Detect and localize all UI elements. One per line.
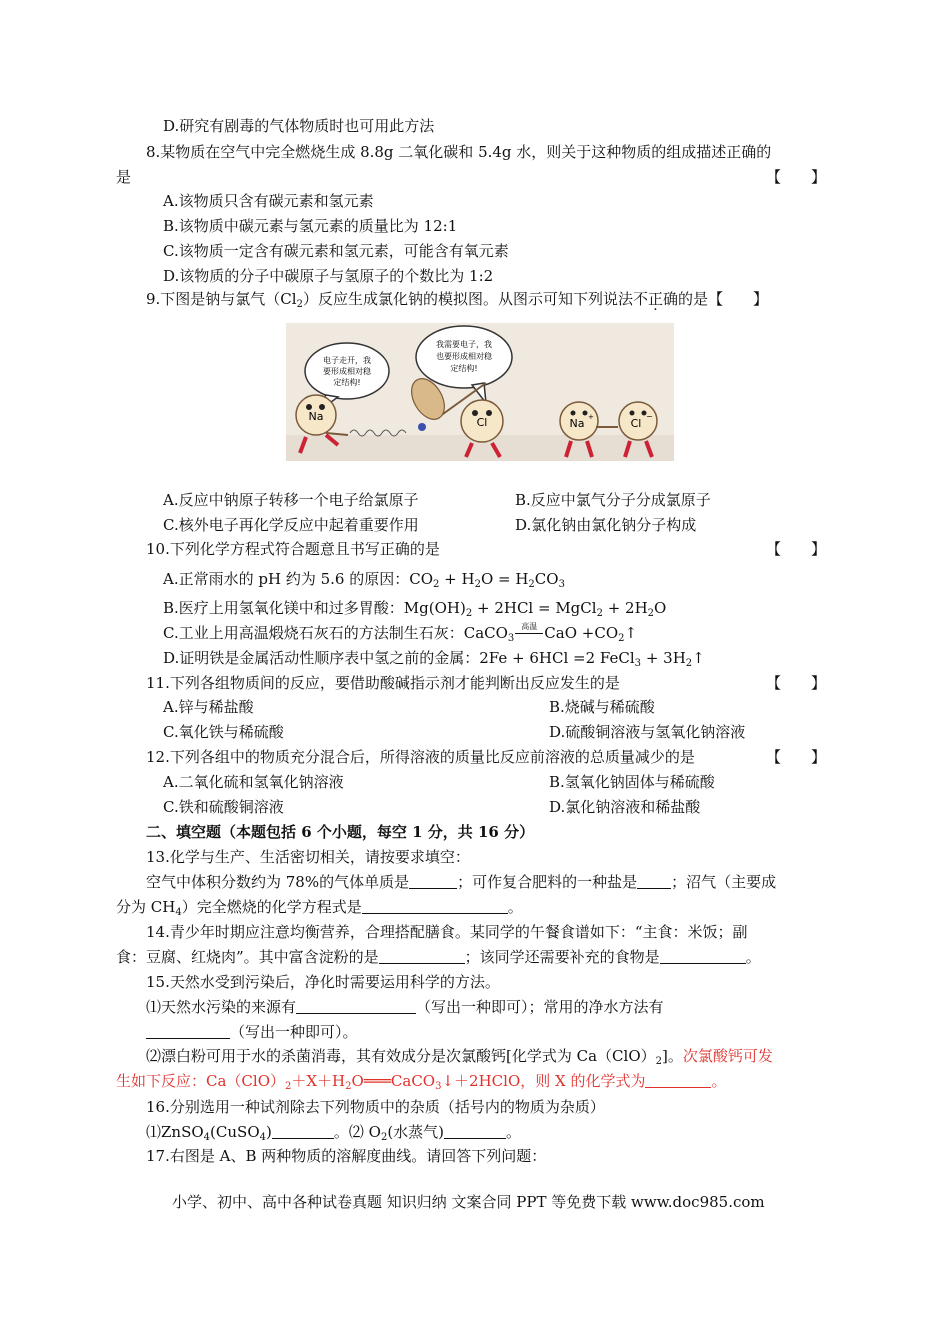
svg-text:Cl: Cl [476,416,488,429]
svg-text:定结构!: 定结构! [333,378,361,387]
svg-text:+: + [588,413,594,421]
q11-option-d: D.硫酸铜溶液与氢氧化钠溶液 [549,723,746,741]
q15-blank-1[interactable] [296,999,416,1014]
q16-stem: 16.分别选用一种试剂除去下列物质中的杂质（括号内的物质为杂质） [146,1098,605,1116]
q12-option-b: B.氢氧化钠固体与稀硫酸 [549,773,715,791]
q13-blank-3[interactable] [362,899,508,914]
q17-stem: 17.右图是 A、B 两种物质的溶解度曲线。请回答下列问题： [146,1147,547,1165]
q12-stem: 12.下列各组中的物质充分混合后，所得溶液的质量比反应前溶液的总质量减少的是 [146,748,695,766]
q15-blank-3[interactable] [645,1073,711,1088]
page-footer: 小学、初中、高中各种试卷真题 知识归纳 文案合同 PPT 等免费下载 www.doc985.com [172,1193,765,1211]
q14-blank-2[interactable] [660,949,746,964]
q15-part1-line2: （写出一种即可）。 [146,1022,358,1042]
q11-option-c: C.氧化铁与稀硫酸 [163,723,284,741]
svg-text:也要形成相对稳: 也要形成相对稳 [436,352,492,361]
q8-answer-bracket: 【 】 [766,168,827,186]
q14-blank-1[interactable] [379,949,465,964]
q9-option-c: C.核外电子再化学反应中起着重要作用 [163,516,419,534]
q16-parts: ⑴ZnSO$_4$(CuSO$_4$) 。⑵ $O_2$(水蒸气) 。 [146,1123,522,1143]
q10-option-c: C.工业上用高温煅烧石灰石的方法制生石灰：CaCO$_3$ 高温 CaO $+CO_2↑$ [163,622,638,644]
q9-stem: 9.下图是钠与氯气$(Cl_2)$反应生成氯化钠的模拟图。从图示可知下列说法不正确的是【 】 [146,290,769,310]
q14-line1: 14.青少年时期应注意均衡营养，合理搭配膳食。某同学的午餐食谱如下：“主食：米饭；副 [146,923,748,941]
q11-option-a: A.锌与稀盐酸 [163,698,254,716]
q15-part1-line1: ⑴天然水污染的来源有 （写出一种即可）；常用的净水方法有 [146,998,664,1016]
q8-option-d: D.该物质的分子中碳原子与氢原子的个数比为 1:2 [163,267,494,285]
q9-option-a: A.反应中钠原子转移一个电子给氯原子 [163,491,419,509]
svg-text:电子走开，我: 电子走开，我 [323,356,371,365]
q8-option-c: C.该物质一定含有碳元素和氢元素，可能含有氧元素 [163,242,509,260]
svg-text:−: − [646,412,653,421]
svg-text:定结构!: 定结构! [450,364,478,373]
q13-stem: 13.化学与生产、生活密切相关，请按要求填空： [146,848,470,866]
q15-part2-line2: 生如下反应：$Ca(ClO)_2+X+H_2O═══CaCO_3↓+2HClO$，则 X 的化学式为 。 [116,1072,727,1092]
q10-option-d: D.证明铁是金属活动性顺序表中氢之前的金属：2Fe + 6HCl =2 FeCl$_3$ + $3H_2↑$ [163,649,705,669]
q12-option-c: C.铁和硫酸铜溶液 [163,798,284,816]
q8-option-b: B.该物质中碳元素与氢元素的质量比为 12:1 [163,217,458,235]
q8-option-a: A.该物质只含有碳元素和氢元素 [163,192,374,210]
q12-option-a: A.二氧化硫和氢氧化钠溶液 [163,773,344,791]
q7-option-d: D.研究有剧毒的气体物质时也可用此方法 [163,117,435,135]
q10-option-b: B.医疗上用氢氧化镁中和过多胃酸：$Mg(OH)_2 + 2HCl$ = MgCl$_2$ + $2H_2O$ [163,599,667,619]
q9-option-d: D.氯化钠由氯化钠分子构成 [515,516,697,534]
q10-answer-bracket: 【 】 [766,540,827,558]
q13-blank-2[interactable] [637,874,671,889]
svg-text:我需要电子，我: 我需要电子，我 [436,340,492,349]
q11-stem: 11.下列各组物质间的反应，要借助酸碱指示剂才能判断出反应发生的是 [146,674,620,692]
q15-blank-2[interactable] [146,1024,230,1039]
q9-option-b: B.反应中氯气分子分成氯原子 [515,491,711,509]
q8-stem-line2: 是 [116,168,132,186]
q8-stem-line1: 8.某物质在空气中完全燃烧生成 8.8g 二氧化碳和 5.4g 水，则关于这种物质的组成描述正确的 [146,143,772,161]
q16-blank-2[interactable] [444,1124,506,1139]
q10-stem: 10.下列化学方程式符合题意且书写正确的是 [146,540,440,558]
section-2-heading: 二、填空题（本题包括 6 个小题，每空 1 分，共 16 分） [146,823,535,841]
q11-option-b: B.烧碱与稀硫酸 [549,698,655,716]
q13-line2: 分为 $CH_4$）完全燃烧的化学方程式是 。 [116,898,523,918]
svg-text:Na: Na [308,410,324,423]
q15-part2-line1: ⑵漂白粉可用于水的杀菌消毒，其有效成分是次氯酸钙[化学式为 $Ca(ClO)_2$]。次氯酸钙可发 [146,1047,773,1067]
q9-emphasis: 不正确 [632,290,678,308]
q10-reaction-condition: 高温 [514,623,544,643]
q16-blank-1[interactable] [272,1124,334,1139]
q13-line1: 空气中体积分数约为 78%的气体单质是 ；可作复合肥料的一种盐是 ；沼气（主要成 [146,873,777,891]
q13-blank-1[interactable] [409,874,457,889]
svg-text:要形成相对稳: 要形成相对稳 [323,367,371,376]
sodium-chlorine-cartoon [286,323,674,461]
q11-answer-bracket: 【 】 [766,674,827,692]
q10-option-a: A.正常雨水的 pH 约为 5.6 的原因：$CO_2 + H_2O = H_2CO_3$ [163,570,565,590]
q14-line2: 食：豆腐、红烧肉”。其中富含淀粉的是 ；该同学还需要补充的食物是 。 [116,948,761,966]
q12-answer-bracket: 【 】 [766,748,827,766]
svg-text:Cl: Cl [630,417,642,430]
q12-option-d: D.氯化钠溶液和稀盐酸 [549,798,701,816]
q15-stem: 15.天然水受到污染后，净化时需要运用科学的方法。 [146,973,500,991]
svg-text:Na: Na [569,417,585,430]
electron-dot [418,423,426,431]
